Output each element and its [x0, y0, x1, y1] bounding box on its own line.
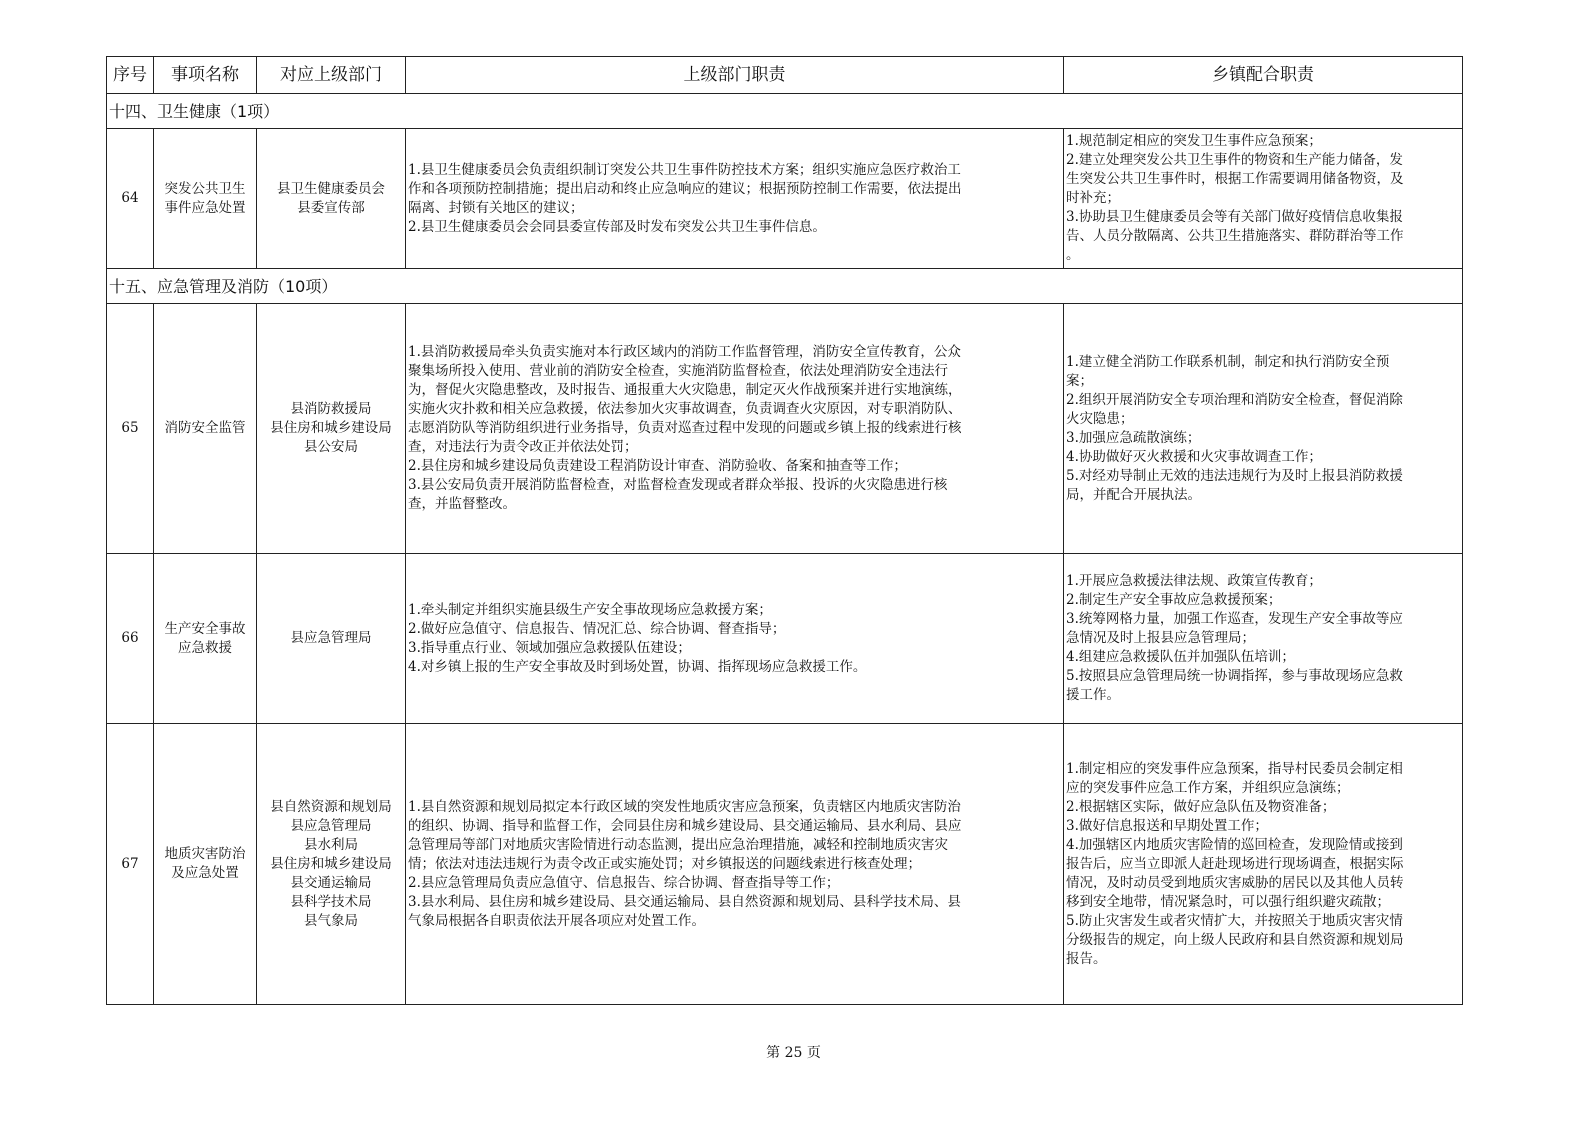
row-name: 突发公共卫生 事件应急处置 [154, 129, 257, 269]
header-town: 乡镇配合职责 [1064, 57, 1463, 94]
row-town: 1.开展应急救援法律法规、政策宣传教育； 2.制定生产安全事故应急救援预案； 3.统筹网格力量，加强工作巡查，发现生产安全事故等应 急情况及时上报县应急管理局； 4.组建应急救援队伍并加强队伍培训； 5.按照县应急管理局统一协调指挥，参与事故现场应急救 援工作。 [1064, 554, 1463, 724]
row-no: 66 [107, 554, 154, 724]
section-row [107, 94, 1463, 129]
row-upper: 1.牵头制定并组织实施县级生产安全事故现场应急救援方案； 2.做好应急值守、信息报告、情况汇总、综合协调、督查指导； 3.指导重点行业、领域加强应急救援队伍建设； 4.对乡镇上报的生产安全事故及时到场处置，协调、指挥现场应急救援工作。 [406, 554, 1064, 724]
section-row [107, 269, 1463, 304]
row-dept: 县自然资源和规划局 县应急管理局 县水利局 县住房和城乡建设局 县交通运输局 县科学技术局 县气象局 [257, 724, 406, 1005]
row-upper: 1.县卫生健康委员会负责组织制订突发公共卫生事件防控技术方案；组织实施应急医疗救治工 作和各项预防控制措施；提出启动和终止应急响应的建议；根据预防控制工作需要，依法提出 隔离、封锁有关地区的建议； 2.县卫生健康委员会会同县委宣传部及时发布突发公共卫生事件信息。 [406, 129, 1064, 269]
header-upper: 上级部门职责 [406, 57, 1064, 94]
row-no: 67 [107, 724, 154, 1005]
section-title: 十五、应急管理及消防（10项） [107, 269, 1463, 304]
row-town: 1.建立健全消防工作联系机制，制定和执行消防安全预 案； 2.组织开展消防安全专项治理和消防安全检查，督促消除 火灾隐患； 3.加强应急疏散演练； 4.协助做好灭火救援和火灾事故调查工作； 5.对经劝导制止无效的违法违规行为及时上报县消防救援 局，并配合开展执法。 [1064, 304, 1463, 554]
row-dept: 县应急管理局 [257, 554, 406, 724]
row-town: 1.制定相应的突发事件应急预案，指导村民委员会制定相 应的突发事件应急工作方案，并组织应急演练； 2.根据辖区实际，做好应急队伍及物资准备； 3.做好信息报送和早期处置工作； 4.加强辖区内地质灾害险情的巡回检查，发现险情或接到 报告后，应当立即派人赶赴现场进行现场调查，根据实际 情况，及时动员受到地质灾害威胁的居民以及其他人员转 移到安全地带，情况紧急时，可以强行组织避灾疏散； 5.防止灾害发生或者灾情扩大，并按照关于地质灾害灾情 分级报告的规定，向上级人民政府和县自然资源和规划局 报告。 [1064, 724, 1463, 1005]
table-row [107, 724, 1463, 1005]
row-dept: 县消防救援局 县住房和城乡建设局 县公安局 [257, 304, 406, 554]
row-name: 生产安全事故 应急救援 [154, 554, 257, 724]
row-no: 64 [107, 129, 154, 269]
row-upper: 1.县消防救援局牵头负责实施对本行政区域内的消防工作监督管理，消防安全宣传教育，公众 聚集场所投入使用、营业前的消防安全检查，实施消防监督检查，依法处理消防安全违法行 为，督促火灾隐患整改，及时报告、通报重大火灾隐患，制定灭火作战预案并进行实地演练， 实施火灾扑救和相关应急救援，依法参加火灾事故调查，负责调查火灾原因，对专职消防队、 志愿消防队等消防组织进行业务指导，负责对巡查过程中发现的问题或乡镇上报的线索进行核 查，对违法行为责令改正并依法处罚； 2.县住房和城乡建设局负责建设工程消防设计审查、消防验收、备案和抽查等工作； 3.县公安局负责开展消防监督检查，对监督检查发现或者群众举报、投诉的火灾隐患进行核 查，并监督整改。 [406, 304, 1064, 554]
section-title: 十四、卫生健康（1项） [107, 94, 1463, 129]
row-no: 65 [107, 304, 154, 554]
header-dept: 对应上级部门 [257, 57, 406, 94]
header-row [107, 57, 1463, 94]
table-row [107, 129, 1463, 269]
table-row [107, 304, 1463, 554]
table-row [107, 554, 1463, 724]
row-name: 地质灾害防治 及应急处置 [154, 724, 257, 1005]
page-number: 第 25 页 [766, 1045, 821, 1061]
row-name: 消防安全监管 [154, 304, 257, 554]
row-dept: 县卫生健康委员会 县委宣传部 [257, 129, 406, 269]
duty-table [106, 56, 1463, 1005]
row-upper: 1.县自然资源和规划局拟定本行政区域的突发性地质灾害应急预案，负责辖区内地质灾害防治 的组织、协调、指导和监督工作，会同县住房和城乡建设局、县交通运输局、县水利局、县应 急管理局等部门对地质灾害险情进行动态监测，提出应急治理措施，减轻和控制地质灾害灾 情；依法对违法违规行为责令改正或实施处罚；对乡镇报送的问题线索进行核查处理； 2.县应急管理局负责应急值守、信息报告、综合协调、督查指导等工作； 3.县水利局、县住房和城乡建设局、县交通运输局、县自然资源和规划局、县科学技术局、县 气象局根据各自职责依法开展各项应对处置工作。 [406, 724, 1064, 1005]
row-town: 1.规范制定相应的突发卫生事件应急预案； 2.建立处理突发公共卫生事件的物资和生产能力储备，发 生突发公共卫生事件时，根据工作需要调用储备物资，及 时补充； 3.协助县卫生健康委员会等有关部门做好疫情信息收集报 告、人员分散隔离、公共卫生措施落实、群防群治等工作 。 [1064, 129, 1463, 269]
header-no: 序号 [107, 57, 154, 94]
header-name: 事项名称 [154, 57, 257, 94]
